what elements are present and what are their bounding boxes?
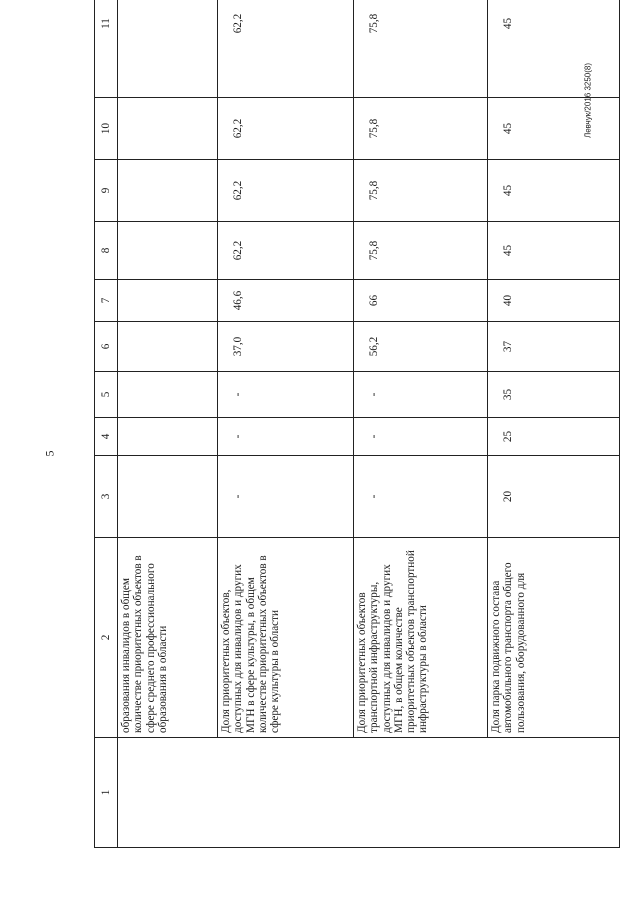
- value-cell: [118, 0, 218, 98]
- table-row: [354, 0, 488, 848]
- value-cell: 20: [488, 456, 620, 538]
- table-row: [488, 0, 620, 848]
- value-cell: 66: [354, 280, 488, 322]
- value-cell: 45: [488, 0, 620, 98]
- value-cell: -: [354, 456, 488, 538]
- indicator-cell: Доля парка подвижного состава автомобильного транспорта общего пользования, оборудованного для: [488, 538, 620, 738]
- number-cell: [118, 738, 218, 848]
- value-cell: 62,2: [218, 222, 354, 280]
- value-cell: 35: [488, 372, 620, 418]
- table-row: [118, 0, 218, 848]
- column-number: 11: [95, 0, 118, 98]
- value-cell: 25: [488, 418, 620, 456]
- table-row: [218, 0, 354, 848]
- number-cell: [218, 738, 354, 848]
- value-cell: 37,0: [218, 322, 354, 372]
- value-cell: 46,6: [218, 280, 354, 322]
- value-cell: 45: [488, 98, 620, 160]
- column-number: 6: [95, 322, 118, 372]
- value-cell: -: [218, 418, 354, 456]
- number-cell: [354, 738, 488, 848]
- value-cell: 75,8: [354, 0, 488, 98]
- value-cell: 45: [488, 222, 620, 280]
- value-cell: 62,2: [218, 0, 354, 98]
- value-cell: [118, 160, 218, 222]
- value-cell: 45: [488, 160, 620, 222]
- number-cell: [488, 738, 620, 848]
- value-cell: -: [218, 456, 354, 538]
- indicator-cell: Доля приоритетных объектов транспортной инфраструктуры, доступных для инвалидов и других МГН, в общем количестве приоритетных объектов транспортной инфраструктуры в области: [354, 538, 488, 738]
- value-cell: 37: [488, 322, 620, 372]
- column-number: 8: [95, 222, 118, 280]
- value-cell: 40: [488, 280, 620, 322]
- column-number: 7: [95, 280, 118, 322]
- value-cell: -: [218, 372, 354, 418]
- value-cell: [118, 456, 218, 538]
- table-frame: [94, 13, 576, 848]
- document-code: Левчук/2016 3250(8): [583, 62, 593, 139]
- value-cell: 62,2: [218, 98, 354, 160]
- value-cell: [118, 222, 218, 280]
- value-cell: 75,8: [354, 160, 488, 222]
- value-cell: -: [354, 418, 488, 456]
- value-cell: [118, 98, 218, 160]
- column-number: 5: [95, 372, 118, 418]
- indicators-table: [94, 0, 620, 848]
- value-cell: 75,8: [354, 222, 488, 280]
- page-number: 5: [42, 450, 57, 457]
- indicator-cell: Доля приоритетных объектов, доступных для инвалидов и других МГН в сфере культуры, в общем количестве приоритетных объектов в сфере культуры в области: [218, 538, 354, 738]
- value-cell: 62,2: [218, 160, 354, 222]
- column-number: 9: [95, 160, 118, 222]
- column-number: 10: [95, 98, 118, 160]
- value-cell: -: [354, 372, 488, 418]
- value-cell: [118, 322, 218, 372]
- indicator-cell: образования инвалидов в общем количестве приоритетных объектов в сфере среднего профессионального образования в области: [118, 538, 218, 738]
- column-number: 2: [95, 538, 118, 738]
- column-number: 3: [95, 456, 118, 538]
- value-cell: [118, 280, 218, 322]
- value-cell: 56,2: [354, 322, 488, 372]
- rotated-table-area: [94, 13, 576, 848]
- value-cell: [118, 372, 218, 418]
- column-number-row: [95, 0, 118, 848]
- value-cell: 75,8: [354, 98, 488, 160]
- column-number: 4: [95, 418, 118, 456]
- value-cell: [118, 418, 218, 456]
- column-number: 1: [95, 738, 118, 848]
